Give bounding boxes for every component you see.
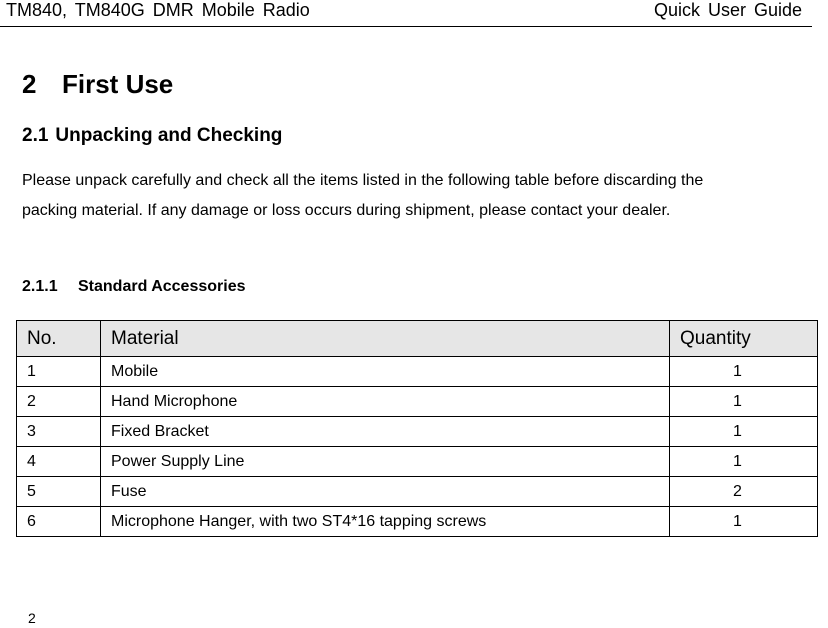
cell-material: Fuse — [101, 477, 670, 507]
section-title: First Use — [62, 69, 174, 99]
header-product-title: TM840, TM840G DMR Mobile Radio — [6, 0, 310, 20]
cell-no: 6 — [17, 507, 101, 537]
subsection-heading — [22, 124, 282, 148]
cell-material: Microphone Hanger, with two ST4*16 tapping screws — [101, 507, 670, 537]
subsubsection-number: 2.1.1 — [22, 278, 58, 295]
cell-material: Mobile — [101, 357, 670, 387]
column-header-material: Material — [101, 321, 670, 357]
subsection-number: 2.1 — [22, 125, 49, 146]
cell-quantity: 1 — [670, 447, 818, 477]
cell-no: 1 — [17, 357, 101, 387]
page-number: 2 — [28, 610, 36, 626]
section-number: 2 — [22, 69, 37, 99]
header-guide-title: Quick User Guide — [653, 0, 802, 20]
cell-quantity: 1 — [670, 417, 818, 447]
cell-quantity: 1 — [670, 357, 818, 387]
table-row — [17, 417, 818, 447]
cell-quantity: 2 — [670, 477, 818, 507]
subsection-title: Unpacking and Checking — [55, 125, 283, 146]
table-header-row — [17, 321, 818, 357]
table-row — [17, 447, 818, 477]
column-header-quantity: Quantity — [670, 321, 818, 357]
column-header-no: No. — [17, 321, 101, 357]
table-row — [17, 507, 818, 537]
subsubsection-title: Standard Accessories — [78, 278, 246, 295]
intro-paragraph-line-2: packing material. If any damage or loss occurs during shipment, please contact your dealer. — [22, 202, 671, 219]
cell-no: 4 — [17, 447, 101, 477]
table-row — [17, 477, 818, 507]
intro-paragraph — [22, 166, 828, 226]
table-row — [17, 387, 818, 417]
cell-no: 5 — [17, 477, 101, 507]
accessories-table — [16, 320, 818, 537]
cell-quantity: 1 — [670, 387, 818, 417]
subsubsection-heading — [22, 276, 245, 298]
intro-paragraph-line-1: Please unpack carefully and check all the items listed in the following table before discarding the — [22, 172, 704, 189]
cell-no: 2 — [17, 387, 101, 417]
cell-quantity: 1 — [670, 507, 818, 537]
cell-material: Power Supply Line — [101, 447, 670, 477]
table-row — [17, 357, 818, 387]
section-heading — [22, 68, 173, 100]
cell-no: 3 — [17, 417, 101, 447]
page-header — [0, 0, 812, 27]
cell-material: Fixed Bracket — [101, 417, 670, 447]
cell-material: Hand Microphone — [101, 387, 670, 417]
